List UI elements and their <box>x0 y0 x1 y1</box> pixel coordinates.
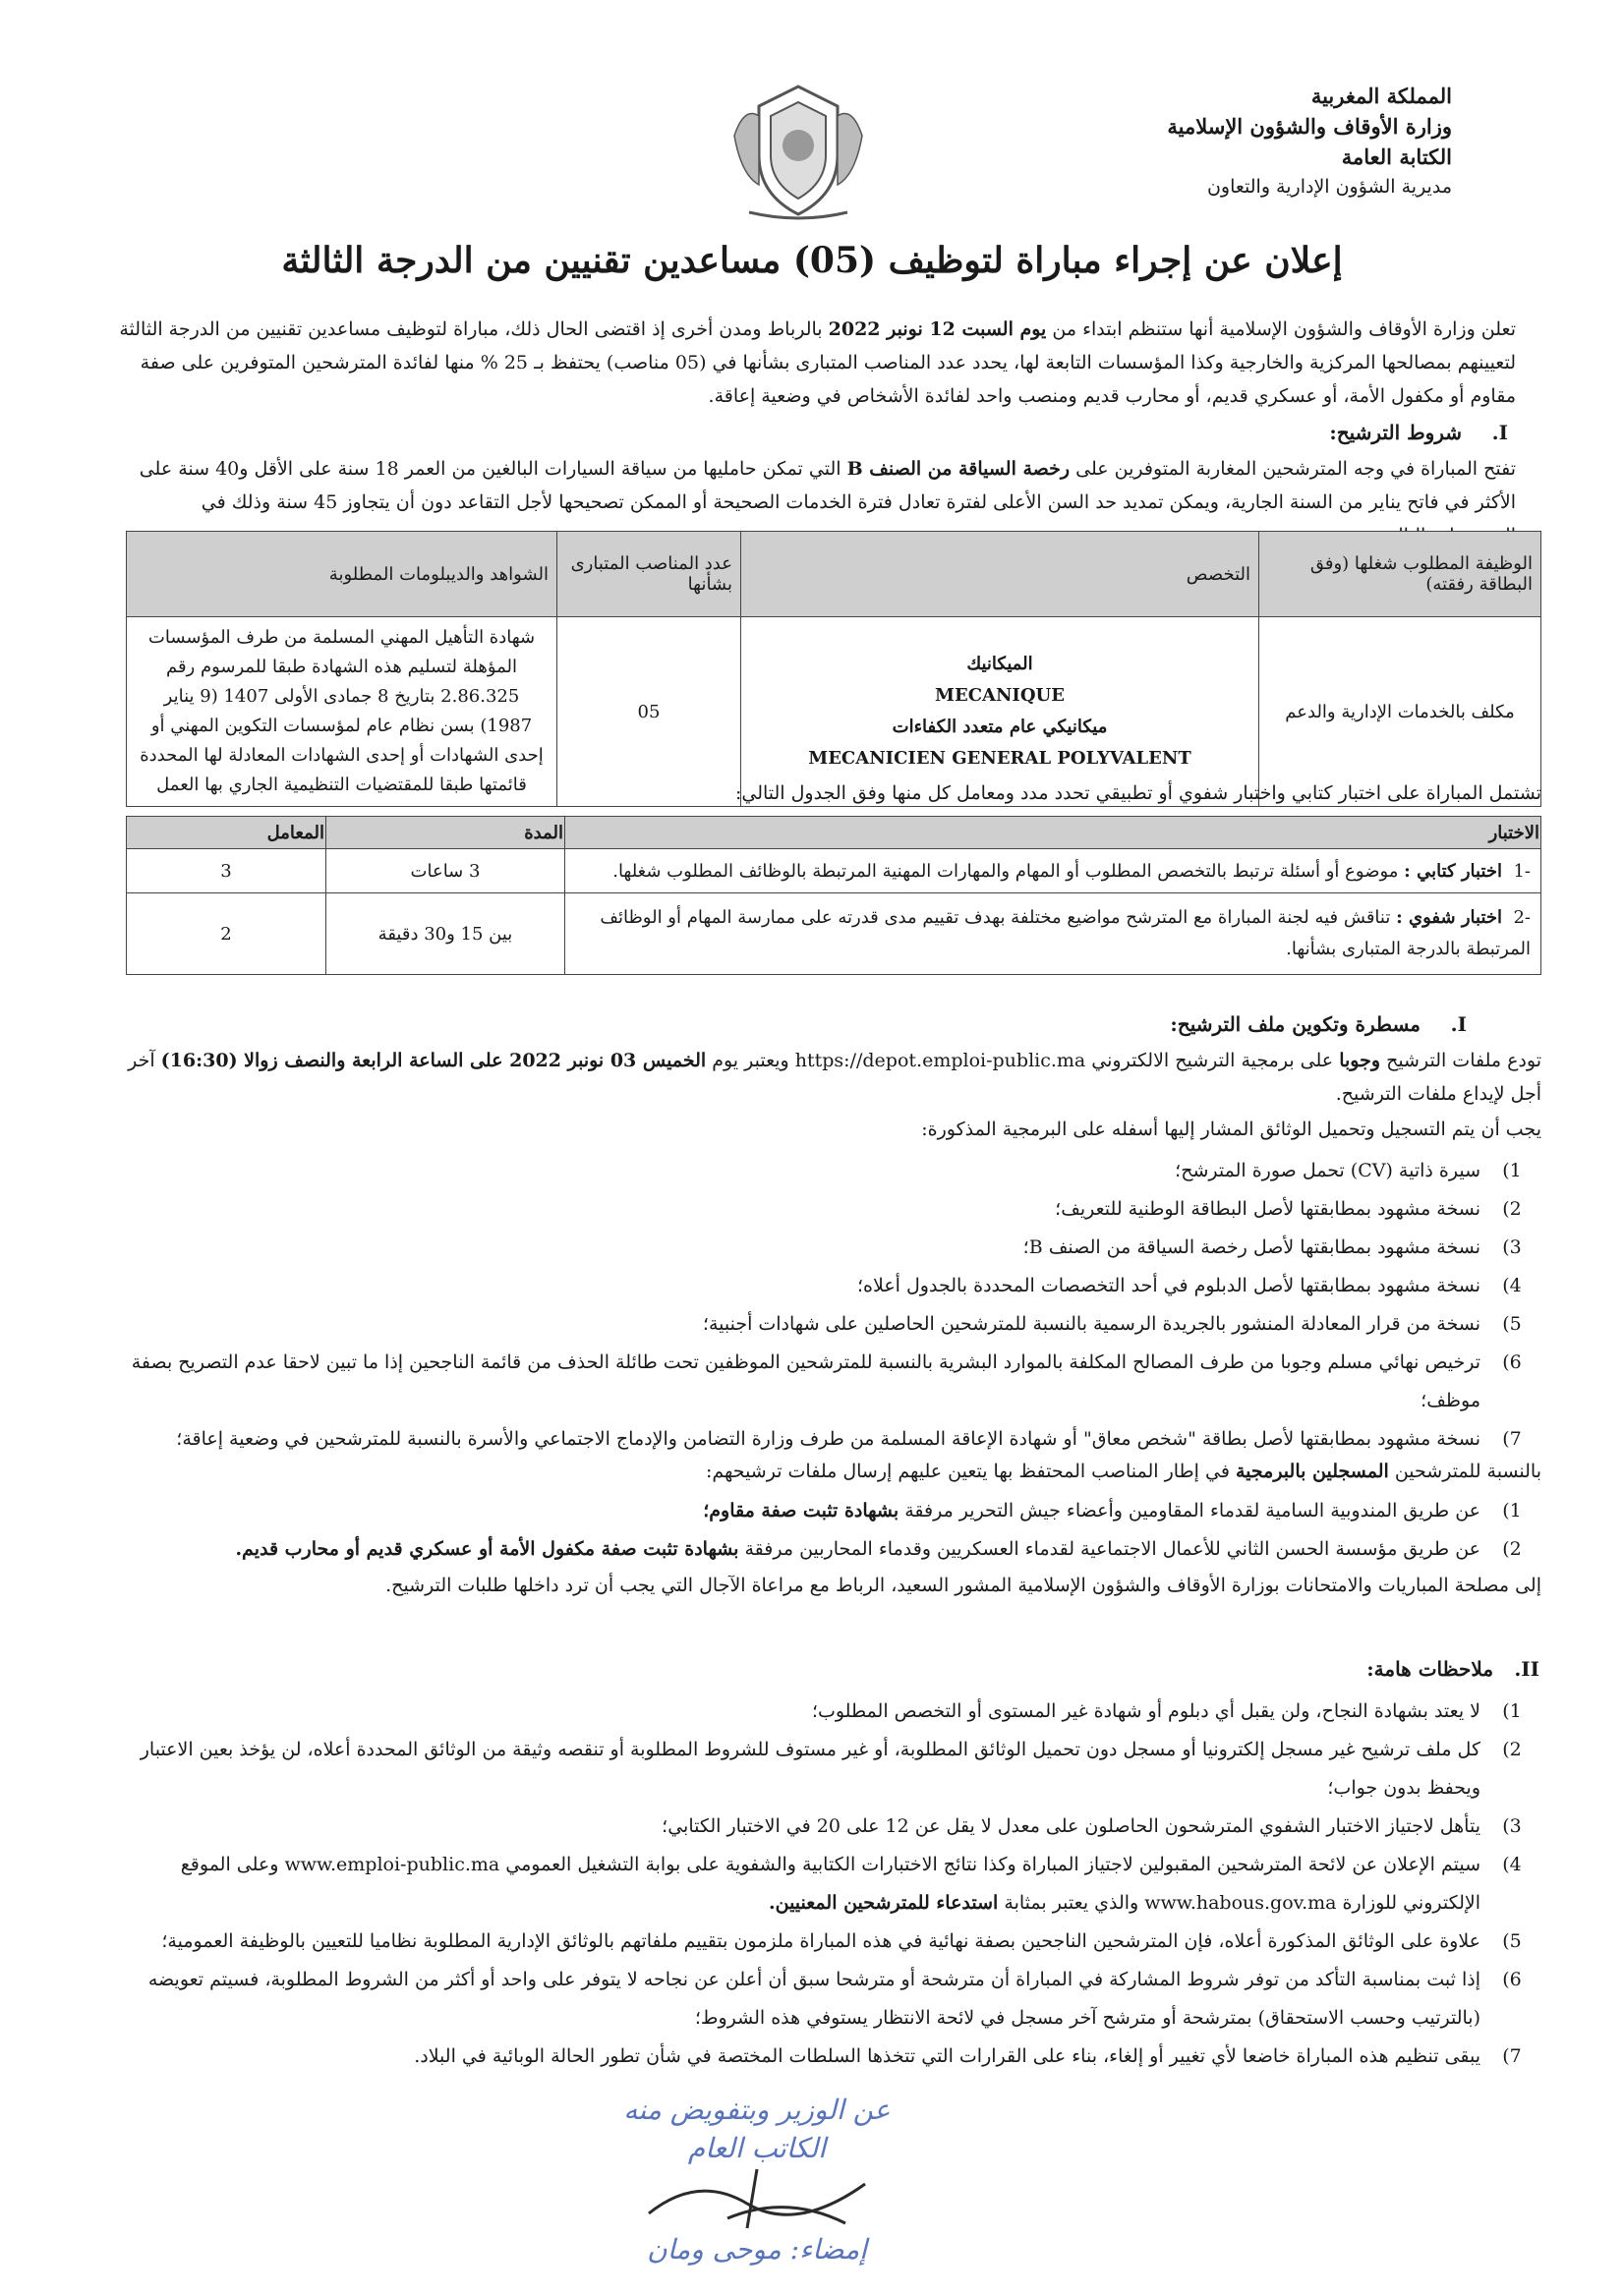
col-header-duration: المدة <box>326 817 565 849</box>
exam-number: -2 <box>1513 907 1531 928</box>
header-secretariat: الكتابة العامة <box>1341 144 1452 169</box>
section-number: I. <box>1491 421 1508 444</box>
procedure-text-d: ويعتبر يوم <box>712 1050 789 1071</box>
signature-stamp <box>531 2094 983 2290</box>
list-number: 2) <box>1502 1198 1522 1220</box>
cell-exam <box>565 849 1541 893</box>
list-item <box>116 1693 1530 1731</box>
list-item <box>116 1305 1530 1344</box>
list-text: نسخة من قرار المعادلة المنشور بالجريدة الرسمية بالنسبة للمترشحين الحاصلين على شهادات أجنبية؛ <box>702 1313 1480 1335</box>
list-text: ترخيص نهائي مسلم وجوبا من طرف المصالح المكلفة بالموارد البشرية بالنسبة للمترشحين الموظفين تحت طائلة الحذف من قائمة الناجحين إذا ما تبين لاحقا عدم التصريح بصفة موظف؛ <box>131 1351 1480 1411</box>
col-header-coefficient: المعامل <box>127 817 326 849</box>
conditions-text-a: تفتح المباراة في وجه المترشحين المغاربة المتوفرين على <box>1075 458 1516 480</box>
list-item <box>116 1344 1530 1420</box>
col-header-posts: عدد المناصب المتبارى بشأنها <box>557 532 741 617</box>
list-item <box>116 1152 1530 1190</box>
list-text-bold: استدعاء للمترشحين المعنيين. <box>768 1892 999 1914</box>
list-number: 4) <box>1502 1854 1522 1875</box>
cell-coefficient: 2 <box>127 893 326 975</box>
col-header-job: الوظيفة المطلوب شغلها (وفق البطاقة رفقته) <box>1259 532 1541 617</box>
procedure-text-f: آخر أجل لإيداع ملفات الترشيح. <box>128 1050 1541 1105</box>
reserved-channels-list <box>116 1492 1530 1569</box>
list-number: 6) <box>1502 1351 1522 1373</box>
signature-title: الكاتب العام <box>687 2132 827 2164</box>
list-number: 5) <box>1502 1930 1522 1952</box>
list-text: سيتم الإعلان عن لائحة المترشحين المقبولين لاجتياز المباراة وكذا نتائج الاختبارات الكتابية والشفوية على بوابة التشغيل العمومي www.emploi-public.ma وعلى الموقع الإلكتروني للوزارة www.habous.gov.ma والذي يعتبر بمثابة <box>180 1854 1480 1914</box>
table-header-row <box>127 817 1541 849</box>
procedure-text-c: على برمجية الترشيح الالكتروني <box>1091 1050 1334 1071</box>
list-item <box>116 1229 1530 1267</box>
cell-duration: 3 ساعات <box>326 849 565 893</box>
list-number: 3) <box>1502 1815 1522 1837</box>
coat-of-arms-emblem <box>729 77 867 224</box>
list-item <box>116 1808 1530 1846</box>
col-header-specialty: التخصص <box>741 532 1259 617</box>
list-item <box>116 1961 1530 2038</box>
section-procedure-heading <box>1170 1012 1467 1036</box>
cell-duration: بين 15 و30 دقيقة <box>326 893 565 975</box>
table-row <box>127 893 1541 975</box>
list-number: 2) <box>1502 1538 1522 1560</box>
list-text: يتأهل لاجتياز الاختبار الشفوي المترشحون الحاصلون على معدل لا يقل عن 12 على 20 في الاختبار الكتابي؛ <box>662 1815 1480 1837</box>
intro-text-a: تعلن وزارة الأوقاف والشؤون الإسلامية أنها ستنظم ابتداء من <box>1052 318 1516 340</box>
list-item <box>116 1530 1530 1569</box>
reserved-registered: المسجلين بالبرمجية <box>1235 1461 1389 1482</box>
section-number: II. <box>1514 1657 1539 1681</box>
list-text: نسخة مشهود بمطابقتها لأصل البطاقة الوطنية للتعريف؛ <box>1055 1198 1480 1220</box>
list-text: كل ملف ترشيح غير مسجل إلكترونيا أو مسجل دون تحميل الوثائق المطلوبة، أو غير مستوف للشروط المطلوبة أو تنقصه وثيقة من الوثائق المحددة أعلاه، لن يؤخذ بعين الاعتبار ويحفظ بدون جواب؛ <box>140 1739 1480 1799</box>
list-number: 1) <box>1502 1500 1522 1521</box>
ministry-header <box>1078 81 1452 202</box>
procedure-text-a: تودع ملفات الترشيح <box>1386 1050 1541 1071</box>
table-header-row <box>127 532 1541 617</box>
submission-closing: إلى مصلحة المباريات والامتحانات بوزارة الأوقاف والشؤون الإسلامية المشور السعيد، الرباط مع مراعاة الآجال التي يجب أن ترد داخلها طلبات الترشيح. <box>385 1575 1541 1596</box>
exam-number: -1 <box>1513 860 1531 882</box>
list-number: 7) <box>1502 1428 1522 1450</box>
list-item <box>116 1190 1530 1229</box>
signature-name: إمضاء: موحى ومان <box>647 2233 867 2266</box>
application-deadline: الخميس 03 نونبر 2022 على الساعة الرابعة والنصف زوالا (16:30) <box>160 1050 707 1071</box>
list-text-bold: بشهادة تثبت صفة مكفول الأمة أو عسكري قديم أو محارب قديم. <box>235 1538 739 1560</box>
upload-instructions: يجب أن يتم التسجيل وتحميل الوثائق المشار إليها أسفله على البرمجية المذكورة: <box>921 1119 1541 1140</box>
list-text: عن طريق مؤسسة الحسن الثاني للأعمال الاجتماعية لقدماء العسكريين وقدماء المحاربين مرفقة <box>744 1538 1480 1560</box>
specialty-fr: MECANIQUE <box>935 685 1065 706</box>
cell-posts: 05 <box>557 617 741 807</box>
list-number: 7) <box>1502 2045 1522 2067</box>
table-row <box>127 849 1541 893</box>
section-title: شروط الترشيح: <box>1329 421 1463 444</box>
required-documents-list <box>116 1152 1530 1459</box>
list-item <box>116 1492 1530 1530</box>
list-item <box>116 1731 1530 1808</box>
handwritten-signature-icon <box>609 2164 904 2233</box>
section-title: مسطرة وتكوين ملف الترشيح: <box>1170 1012 1421 1036</box>
conditions-text-c: التي تمكن حامليها من سياقة السيارات البالغين من العمر 18 سنة على الأقل و40 سنة على الأكثر في فاتح يناير من السنة الجارية، ويمكن تمديد حد السن الأعلى لفترة تعادل فترة الخدمات الصحيحة أو الممكن تصحيحها لأجل التقاعد دون أن يتجاوز 45 سنة وذلك في <box>139 458 1516 513</box>
intro-date: يوم السبت 12 نونبر 2022 <box>828 318 1047 340</box>
list-text: إذا ثبت بمناسبة التأكد من توفر شروط المشاركة في المباراة أن مترشحة أو مترشحا سبق أن أعلن عن نجاحه لا يتوفر على واحد أو أكثر من الشروط المطلوبة، فسيتم تعويضه (بالترتيب وحسب الاستحقاق) بمترشحة أو مترشح آخر مسجل في لائحة الانتظار يستوفي هذه الشروط؛ <box>147 1969 1480 2029</box>
reserved-text-a: بالنسبة للمترشحين <box>1394 1461 1541 1482</box>
list-text: عن طريق المندوبية السامية لقدماء المقاومين وأعضاء جيش التحرير مرفقة <box>904 1500 1480 1521</box>
exam-label: اختبار كتابي : <box>1404 860 1502 882</box>
cell-exam <box>565 893 1541 975</box>
exams-table <box>126 816 1541 975</box>
exam-intro: تشتمل المباراة على اختبار كتابي واختبار شفوي أو تطبيقي تحدد مدد ومعامل كل منها وفق الجدول التالي: <box>734 782 1541 804</box>
cell-coefficient: 3 <box>127 849 326 893</box>
list-number: 6) <box>1502 1969 1522 1990</box>
subspecialty-ar: ميكانيكي عام متعدد الكفاءات <box>892 717 1108 737</box>
reserved-text-c: في إطار المناصب المحتفظ بها يتعين عليهم إرسال ملفات ترشيحهم: <box>706 1461 1230 1482</box>
list-text: سيرة ذاتية (CV) تحمل صورة المترشح؛ <box>1175 1160 1480 1181</box>
list-number: 5) <box>1502 1313 1522 1335</box>
subspecialty-fr: MECANICIEN GENERAL POLYVALENT <box>808 748 1191 769</box>
exam-description: موضوع أو أسئلة ترتبط بالتخصص المطلوب أو المهام والمهارات المهنية المرتبطة بالوظائف المطلوب شغلها. <box>612 860 1399 882</box>
section-title: ملاحظات هامة: <box>1366 1657 1494 1681</box>
reserved-posts-paragraph <box>116 1455 1541 1488</box>
driving-license-requirement: رخصة السياقة من الصنف B <box>846 458 1071 480</box>
cell-diploma: شهادة التأهيل المهني المسلمة من طرف المؤسسات المؤهلة لتسليم هذه الشهادة طبقا للمرسوم رقم 2.86.325 بتاريخ 8 جمادى الأولى 1407 (9 يناير 1987) بسن نظام عام لمؤسسات التكوين المهني أو إحدى الشهادات أو إحدى الشهادات المعادلة لها المحددة قائمتها طبقا للمقتضيات التنظيمية الجاري بها العمل <box>127 617 557 807</box>
specialty-ar: الميكانيك <box>966 654 1033 674</box>
list-number: 1) <box>1502 1700 1522 1722</box>
intro-text-c: بالرباط ومدن أخرى إذ اقتضى الحال ذلك، مباراة لتوظيف مساعدين تقنيين من الدرجة الثالثة لتعيينهم بمصالحها المركزية والخارجية وكذا المؤسسات التابعة لها، يحدد عدد المناصب المتبارى بشأنها في (05 مناصب) يحتفظ بـ 25 % منها لفائدة المترشحين المتوفرين على صفة مقاوم أو مكفول الأمة، أو عسكري قديم، أو محارب قديم ومنصب واحد لفائدة الأشخاص في وضعية إعاقة. <box>119 318 1516 407</box>
col-header-diplomas: الشواهد والديبلومات المطلوبة <box>127 532 557 617</box>
signature-delegation: عن الوزير وبتفويض منه <box>623 2094 891 2126</box>
list-item <box>116 2038 1530 2076</box>
header-kingdom: المملكة المغربية <box>1310 84 1452 108</box>
procedure-paragraph <box>116 1044 1541 1111</box>
list-number: 3) <box>1502 1236 1522 1258</box>
list-text: علاوة على الوثائق المذكورة أعلاه، فإن المترشحين الناجحين بصفة نهائية في هذه المباراة ملزمون بتقييم ملفاتهم بالوثائق الإدارية المطلوبة نظاميا للتعيين بالوظيفة العمومية؛ <box>161 1930 1480 1952</box>
application-portal-link[interactable]: https://depot.emploi-public.ma <box>794 1050 1086 1071</box>
list-text-bold: بشهادة تثبت صفة مقاوم؛ <box>703 1500 899 1521</box>
section-conditions-heading <box>1329 421 1508 444</box>
procedure-mandatory: وجوبا <box>1339 1050 1381 1071</box>
list-number: 2) <box>1502 1739 1522 1760</box>
intro-paragraph <box>116 313 1516 413</box>
list-number: 4) <box>1502 1275 1522 1296</box>
list-text: لا يعتد بشهادة النجاح، ولن يقبل أي دبلوم أو شهادة غير المستوى أو التخصص المطلوب؛ <box>811 1700 1480 1722</box>
col-header-exam: الاختبار <box>565 817 1541 849</box>
list-item <box>116 1846 1530 1923</box>
list-item <box>116 1420 1530 1459</box>
list-text: نسخة مشهود بمطابقتها لأصل بطاقة "شخص معاق" أو شهادة الإعاقة المسلمة من طرف وزارة التضامن والإدماج الاجتماعي والأسرة بالنسبة للمترشحين في وضعية إعاقة؛ <box>176 1428 1480 1450</box>
section-notes-heading <box>1366 1657 1539 1681</box>
positions-table <box>126 531 1541 807</box>
important-notes-list <box>116 1693 1530 2076</box>
list-item <box>116 1923 1530 1961</box>
exam-label: اختبار شفوي : <box>1396 907 1502 928</box>
cell-job: مكلف بالخدمات الإدارية والدعم <box>1259 617 1541 807</box>
section-number: I. <box>1450 1012 1467 1036</box>
announcement-title: إعلان عن إجراء مباراة لتوظيف (05) مساعدين تقنيين من الدرجة الثالثة <box>281 240 1343 281</box>
header-ministry: وزارة الأوقاف والشؤون الإسلامية <box>1167 114 1452 139</box>
list-item <box>116 1267 1530 1305</box>
header-directorate: مديرية الشؤون الإدارية والتعاون <box>1206 176 1452 198</box>
list-text: نسخة مشهود بمطابقتها لأصل رخصة السياقة من الصنف B؛ <box>1022 1236 1480 1258</box>
list-text: يبقى تنظيم هذه المباراة خاضعا لأي تغيير أو إلغاء، بناء على القرارات التي تتخذها السلطات المختصة في شأن تطور الحالة الوبائية في البلاد. <box>414 2045 1480 2067</box>
list-number: 1) <box>1502 1160 1522 1181</box>
exam-description: تناقش فيه لجنة المباراة مع المترشح مواضيع مختلفة بهدف تقييم مدى قدرته على ممارسة المهام أو الوظائف المرتبطة بالدرجة المتبارى بشأنها. <box>600 907 1531 959</box>
list-text: نسخة مشهود بمطابقتها لأصل الدبلوم في أحد التخصصات المحددة بالجدول أعلاه؛ <box>857 1275 1480 1296</box>
